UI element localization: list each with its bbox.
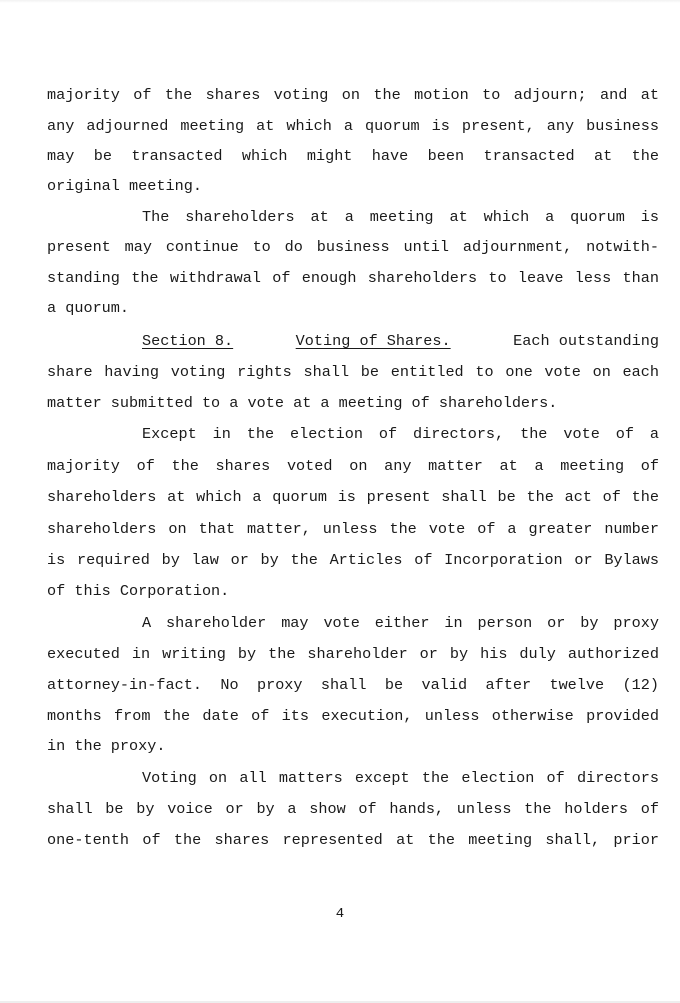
- text-line: any adjourned meeting at which a quorum is present, any business: [47, 117, 659, 135]
- text-line: is required by law or by the Articles of Incorporation or Bylaws: [47, 551, 659, 569]
- text-line: in the proxy.: [47, 737, 166, 755]
- text-line: attorney-in-fact. No proxy shall be valid after twelve (12): [47, 676, 659, 694]
- text-line: shareholders at which a quorum is present shall be the act of the: [47, 488, 659, 506]
- text-line: matter submitted to a vote at a meeting of shareholders.: [47, 394, 558, 412]
- text-line: original meeting.: [47, 177, 202, 195]
- text-line: of this Corporation.: [47, 582, 230, 600]
- text-line: The shareholders at a meeting at which a quorum is: [142, 208, 659, 226]
- section-heading-text: Each outstanding: [513, 332, 659, 350]
- text-line: present may continue to do business until adjournment, notwith-: [47, 238, 659, 256]
- text-line: shareholders on that matter, unless the vote of a greater number: [47, 520, 659, 538]
- text-line: Voting on all matters except the election of directors: [142, 769, 659, 787]
- section-number: Section 8.: [142, 332, 234, 350]
- text-line: one-tenth of the shares represented at the meeting shall, prior: [47, 831, 659, 849]
- page-number: 4: [335, 906, 345, 922]
- text-line: a quorum.: [47, 299, 130, 317]
- text-line: executed in writing by the shareholder or by his duly authorized: [47, 645, 659, 663]
- section-heading: [142, 331, 659, 351]
- text-line: standing the withdrawal of enough shareholders to leave less than: [47, 269, 659, 287]
- text-line: may be transacted which might have been transacted at the: [47, 147, 659, 165]
- text-line: shall be by voice or by a show of hands, unless the holders of: [47, 800, 659, 818]
- text-line: months from the date of its execution, unless otherwise provided: [47, 707, 659, 725]
- text-line: share having voting rights shall be entitled to one vote on each: [47, 363, 659, 381]
- section-title: Voting of Shares.: [295, 332, 451, 350]
- text-line: majority of the shares voted on any matter at a meeting of: [47, 457, 659, 475]
- text-line: Except in the election of directors, the vote of a: [142, 425, 659, 443]
- text-line: A shareholder may vote either in person or by proxy: [142, 614, 659, 632]
- page-edge-top: [0, 0, 680, 3]
- text-line: majority of the shares voting on the motion to adjourn; and at: [47, 86, 659, 104]
